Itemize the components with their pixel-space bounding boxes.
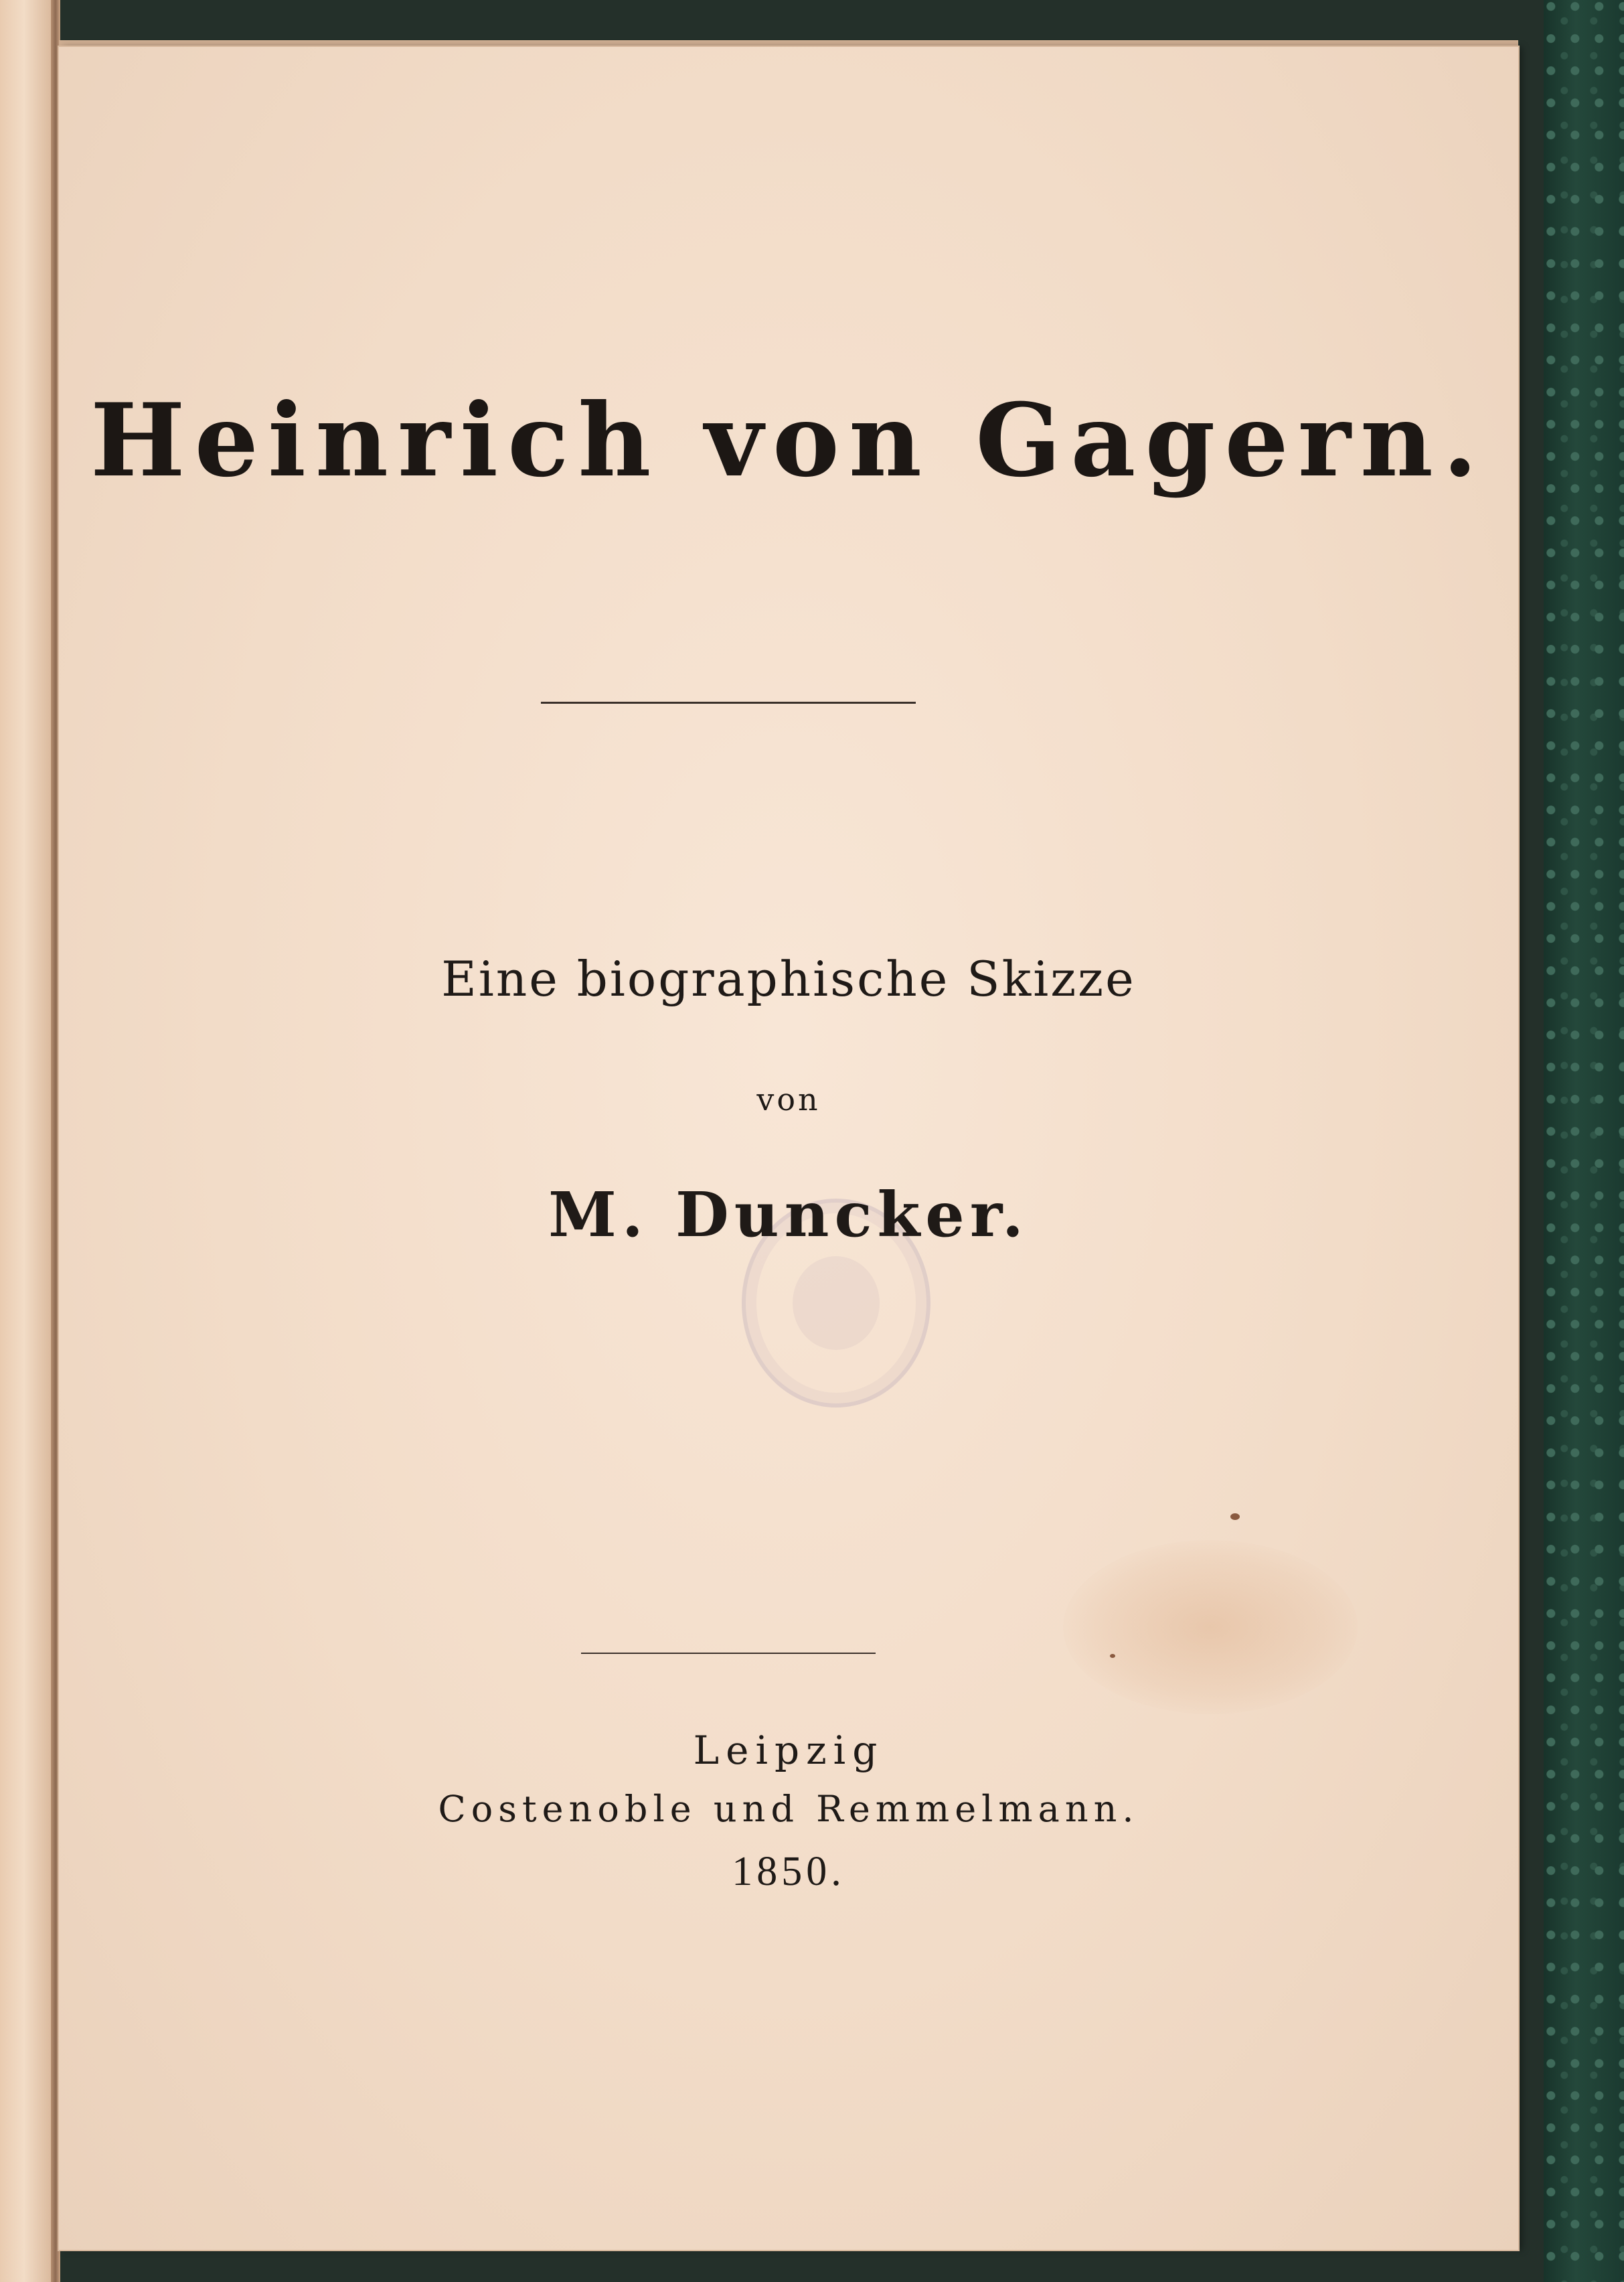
title-page: [59, 47, 1518, 2250]
book-title: Heinrich von Gagern.: [90, 382, 1487, 500]
publisher-name: Costenoble und Remmelmann.: [438, 1788, 1139, 1830]
divider-rule: [541, 702, 916, 704]
publication-year: 1850.: [732, 1849, 845, 1894]
divider-rule: [581, 1653, 876, 1654]
facing-page-edge: [0, 0, 54, 2282]
title-page-content: [59, 47, 1518, 2250]
book-subtitle: Eine biographische Skizze: [441, 951, 1136, 1007]
byline: von: [756, 1081, 821, 1118]
marbled-cover-board: [1544, 0, 1624, 2282]
author-name: M. Duncker.: [548, 1178, 1029, 1251]
publication-place: Leipzig: [693, 1728, 884, 1773]
